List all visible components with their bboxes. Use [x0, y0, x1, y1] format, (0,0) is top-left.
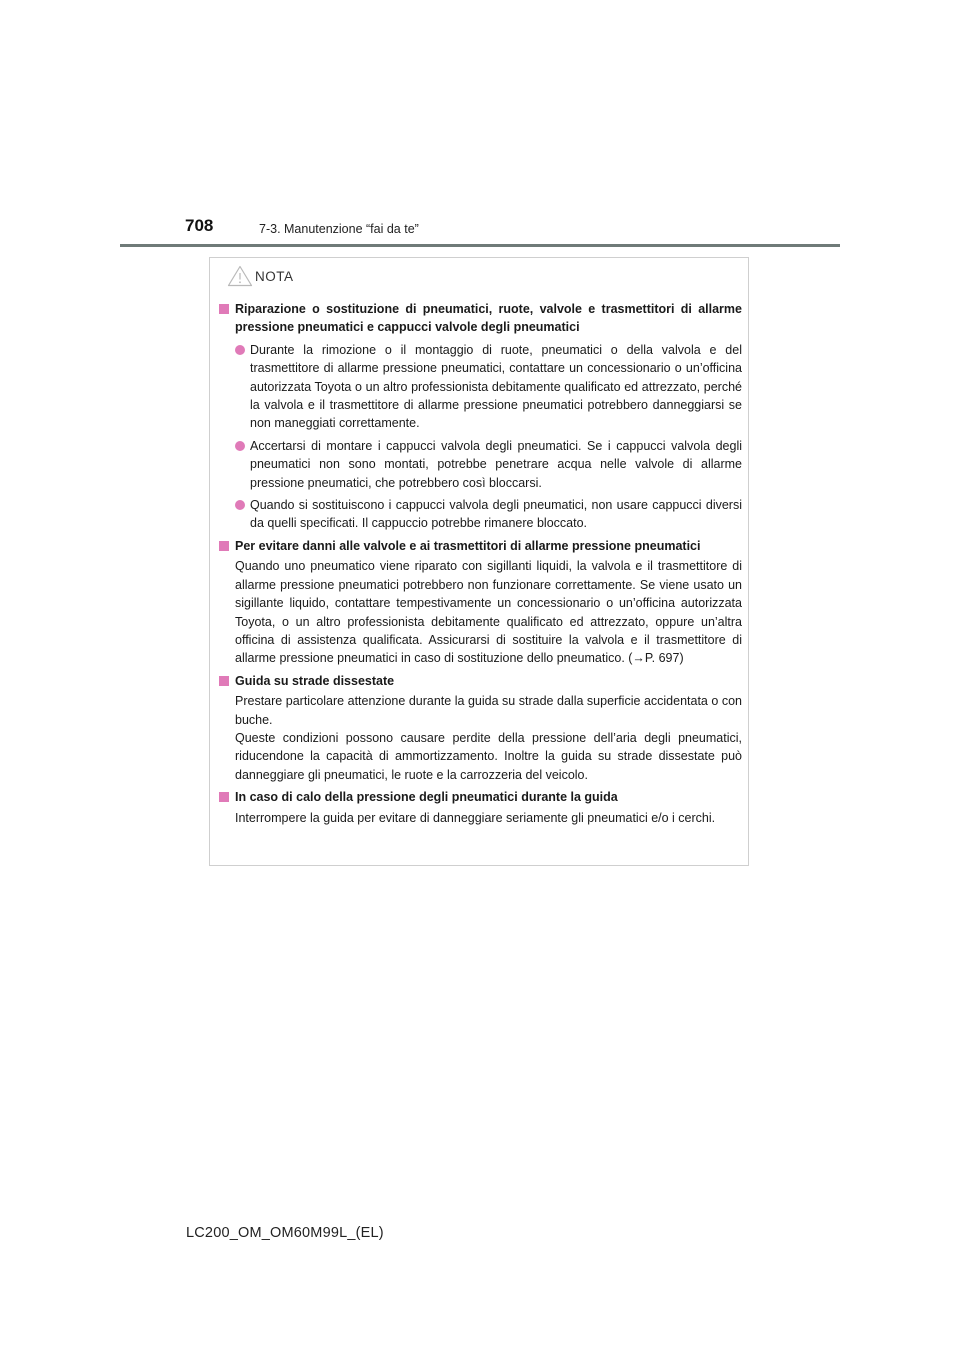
paragraph: Quando uno pneumatico viene riparato con sigillanti liquidi, la valvola e il trasmettitore di allarme pressione pneumatici potrebbero non funzionare correttamente. Se viene usato un sigillante liquido, contattare tempestivamente un concessionario o un’officina autorizzata Toyota, o un altro professionista debitamente qualificato ed attrezzato, oppure un’altra officina di assistenza qualificata. Assicurarsi di sostituire la valvola e il trasmettitore di allarme pressione pneumatici in caso di sostituzione dello pneumatico. (→P. 697): [235, 559, 742, 666]
list-item: [218, 437, 742, 492]
section-heading: [218, 537, 742, 555]
paragraph: Queste condizioni possono causare perdite della pressione dell’aria degli pneumatici, riducendone la capacità di ammortizzamento. Inoltre la guida su strade dissestate può danneggiare gli pneumatici, le ruote e la carrozzeria del veicolo.: [235, 730, 742, 782]
round-bullet-icon: [235, 441, 245, 451]
nota-box: [209, 257, 749, 866]
list-item-text: Durante la rimozione o il montaggio di ruote, pneumatici o della valvola e del trasmettitore di allarme pressione pneumatici, contattare un concessionario o un’officina autorizzata Toyota o un altro professionista debitamente qualificato ed attrezzato, perché la valvola e il trasmettitore di allarme pressione pneumatici potrebbero danneggiarsi se non maneggiati correttamente.: [250, 342, 742, 431]
round-bullet-icon: [235, 345, 245, 355]
paragraph: Prestare particolare attenzione durante la guida su strade dalla superficie accidentata o con buche.: [235, 694, 742, 727]
section-pressure-drop: [218, 788, 742, 827]
nota-label: NOTA: [255, 268, 294, 284]
square-bullet-icon: [219, 792, 229, 802]
list-item: [218, 496, 742, 533]
square-bullet-icon: [219, 676, 229, 686]
document-code: LC200_OM_OM60M99L_(EL): [186, 1225, 384, 1241]
section-prevent-damage: [218, 537, 742, 668]
square-bullet-icon: [219, 541, 229, 551]
heading-text: In caso di calo della pressione degli pneumatici durante la guida: [235, 790, 618, 805]
section-valve-repair: [218, 300, 742, 533]
section-heading: [218, 300, 742, 337]
warning-triangle-icon: [227, 265, 253, 287]
header-rule: [120, 244, 840, 247]
paragraph: Interrompere la guida per evitare di danneggiare seriamente gli pneumatici e/o i cerchi.: [235, 810, 716, 825]
list-item-text: Accertarsi di montare i cappucci valvola degli pneumatici. Se i cappucci valvola degli pneumatici non sono montati, potrebbe penetrare acqua nelle valvole di allarme pressione pneumatici, che potrebbero così bloccarsi.: [250, 438, 742, 490]
section-heading: [218, 672, 742, 690]
round-bullet-icon: [235, 500, 245, 510]
heading-text: Riparazione o sostituzione di pneumatici, ruote, valvole e trasmettitori di allarme pressione pneumatici e cappucci valvole degli pneumatici: [235, 302, 742, 335]
nota-header: [227, 264, 294, 288]
section-heading: [218, 788, 742, 806]
list-item-text: Quando si sostituiscono i cappucci valvola degli pneumatici, non usare cappucci diversi da quelli specificati. Il cappuccio potrebbe rimanere bloccato.: [250, 498, 742, 531]
heading-text: Per evitare danni alle valvole e ai trasmettitori di allarme pressione pneumatici: [235, 538, 701, 553]
section-rough-roads: [218, 672, 742, 784]
nota-content: [218, 297, 742, 831]
square-bullet-icon: [219, 304, 229, 314]
page-number: 708: [185, 216, 214, 235]
list-item: [218, 341, 742, 433]
heading-text: Guida su strade dissestate: [235, 673, 395, 688]
section-title: 7-3. Manutenzione “fai da te”: [259, 222, 419, 236]
